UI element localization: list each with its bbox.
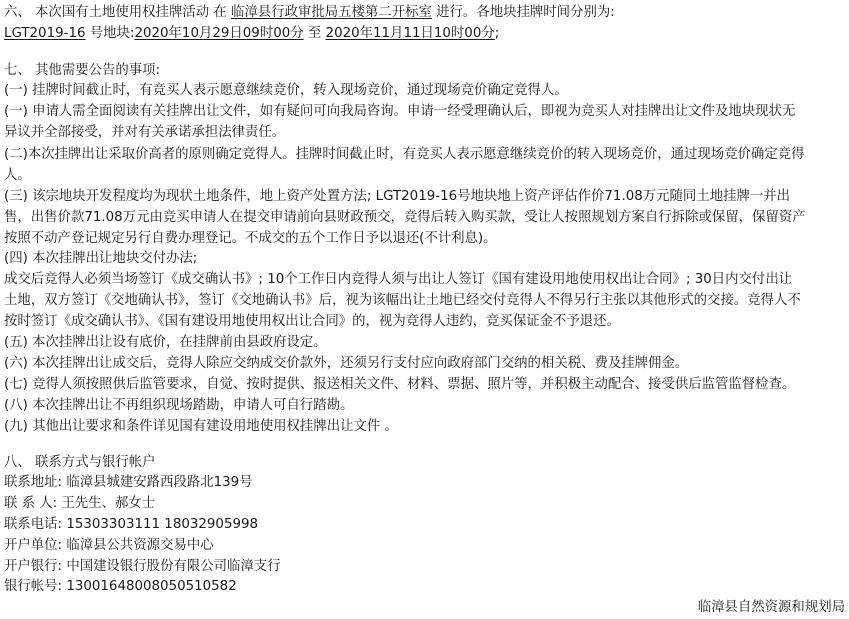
contact-phone: 联系电话: 15303303111 18032905998 [4,517,259,532]
venue-link[interactable]: 临漳县行政审批局五楼第二开标室 [231,5,432,20]
section7-line: (一) 挂牌时间截止时，有竞买人表示愿意继续竞价，转入现场竞价，通过现场竞价确定竞得人。 [4,83,568,98]
section6-intro-tail: 进行。各地块挂牌时间分别为: [431,5,615,20]
section7-line: 人。 [4,168,31,183]
section7-line: (一) 申请人需全面阅读有关挂牌出让文件，如有疑问可向我局咨询。申请一经受理确认后，即视为竞买人对挂牌出让文件及地块现状无 [4,104,796,119]
section6-intro: 六、 本次国有土地使用权挂牌活动 在 [4,5,232,20]
contact-person: 联 系 人: 王先生、郝女士 [4,496,156,511]
section7-line: (七) 竞得人须按照供后监管要求，自觉、按时提供、报送相关文件、材料、票据、照片等，并积极主动配合、接受供后监管监督检查。 [4,377,796,392]
start-time[interactable]: 2020年10月29日09时00分 [134,26,304,41]
section7-heading: 七、 其他需要公告的事项: [4,63,161,78]
section6-line1 [4,3,615,23]
section7-line: (六) 本次挂牌出让成交后，竞得人除应交纳成交价款外，还须另行支付应向政府部门交纳的相关税、费及挂牌佣金。 [4,356,689,371]
section7-line: 异议并全部接受，并对有关承诺承担法律责任。 [4,125,286,140]
section8-heading: 八、 联系方式与银行帐户 [4,455,156,470]
section7-line: (二)本次挂牌出让采取价高者的原则确定竞得人。挂牌时间截止时，有竞买人表示愿意继续竞价的转入现场竞价，通过现场竞价确定竞得 [4,147,805,162]
issuer-signature: 临漳县自然资源和规划局 [697,600,845,615]
contact-address: 联系地址: 临漳县城建安路西段路北139号 [4,475,253,490]
to-word: 至 [303,26,326,41]
account-number: 银行帐号: 13001648008050510582 [4,579,237,594]
account-bank: 开户银行: 中国建设银行股份有限公司临漳支行 [4,559,281,574]
section7-line: (八) 本次挂牌出让不再组织现场踏勘，申请人可自行踏勘。 [4,398,354,413]
section7-line: 按照不动产登记规定另行自费办理登记。不成交的五个工作日予以退还(不计利息)。 [4,231,497,246]
section7-line: (三) 该宗地块开发程度均为现状土地条件，地上资产处置方法; LGT2019-16号地块地上资产评估作价71.08万元随同土地挂牌一并出 [4,189,791,204]
plot-code[interactable]: LGT2019-16 [4,26,86,41]
section7-line: (五) 本次挂牌出让设有底价，在挂牌前由县政府设定。 [4,335,327,350]
plot-label: 号地块: [85,26,135,41]
section7-line: (九) 其他出让要求和条件详见国有建设用地使用权挂牌出让文件 。 [4,419,398,434]
semicolon: ; [494,26,500,41]
section6-line2 [4,24,499,44]
section7-line: 按时签订《成交确认书》、《国有建设用地使用权出让合同》的，视为竞得人违约，竞买保证金不予退还。 [4,314,620,329]
section7-line: 成交后竞得人必须当场签订《成交确认书》; 10个工作日内竞得人须与出让人签订《国有建设用地使用权出让合同》; 30日内交付出让 [4,272,793,287]
end-time[interactable]: 2020年11月11日10时00分 [325,26,495,41]
section7-line: 售，出售价款71.08万元由竞买申请人在提交申请前向县财政预交，竞得后转入购买款，受让人按照规划方案自行拆除或保留，保留资产 [4,210,806,225]
section7-line: 土地，双方签订《交地确认书》，签订《交地确认书》后，视为该幅出让土地已经交付竞得人不得另行主张以其他形式的交接。竞得人不 [4,293,801,308]
account-unit: 开户单位: 临漳县公共资源交易中心 [4,538,214,553]
section7-line: (四) 本次挂牌出让地块交付办法; [4,251,198,266]
